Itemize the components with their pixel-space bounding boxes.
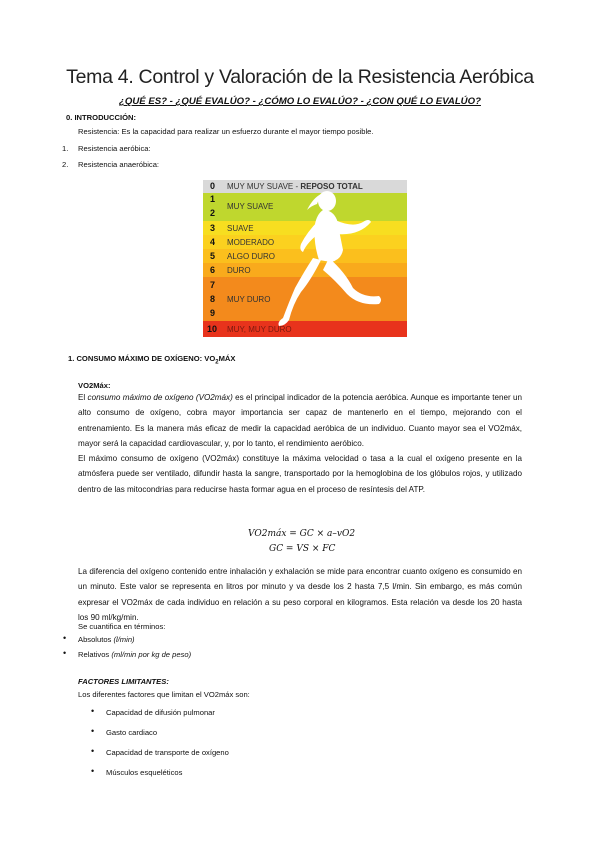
vo2max-paragraph-3: La diferencia del oxígeno contenido entre inhalación y exhalación se mide para encontrar cuanto oxígeno es consumido en un minuto. Este valor se representa en litros por minuto y va desde los 2 hasta 7,5 l/min. Sin embargo, es más común expresar el VO2máx de cada individuo en relación a su peso corporal en kilogramos. Esta relación va desde los 20 hasta los 90 ml/kg/min. xyxy=(78,567,522,623)
scale-number: 2 xyxy=(210,208,216,218)
p1-italic: consumo máximo de oxígeno (VO2máx) xyxy=(87,393,233,402)
scale-number: 4 xyxy=(210,237,216,247)
formula-vo2max: VO2máx = GC × a–vO2 xyxy=(248,529,356,539)
factors-intro: Los diferentes factores que limitan el VO2máx son: xyxy=(78,690,250,699)
scale-label: MODERADO xyxy=(227,238,275,247)
intro-item-label: Resistencia aeróbica: xyxy=(78,144,151,153)
scale-label: MUY DURO xyxy=(227,295,271,304)
term-detail: (ml/min por kg de peso) xyxy=(111,650,192,659)
scale-label-bold: REPOSO TOTAL xyxy=(300,182,363,191)
bullet-icon: • xyxy=(63,633,67,643)
scale-number: 8 xyxy=(210,294,216,304)
scale-label xyxy=(227,182,363,191)
scale-number: 0 xyxy=(210,181,216,191)
p1-start: El xyxy=(78,393,88,402)
formula-gc: GC = VS × FC xyxy=(269,544,336,554)
page-subtitle: ¿QUÉ ES? - ¿QUÉ EVALÚO? - ¿CÓMO LO EVALÚO? - ¿CON QUÉ LO EVALÚO? xyxy=(119,96,481,107)
scale-label: SUAVE xyxy=(227,224,254,233)
section1-heading xyxy=(68,354,235,366)
factors-heading: FACTORES LIMITANTES: xyxy=(78,677,169,686)
bullet-icon: • xyxy=(63,648,67,658)
page-title: Tema 4. Control y Valoración de la Resistencia Aeróbica xyxy=(66,66,534,88)
intro-item-label: Resistencia anaeróbica: xyxy=(78,160,160,169)
term-label: Absolutos xyxy=(78,635,112,644)
term-relativos xyxy=(78,650,191,659)
section1-heading-sub: 2 xyxy=(215,359,219,366)
intro-item-aerobica xyxy=(62,144,151,153)
factor-item: Capacidad de difusión pulmonar xyxy=(106,708,215,717)
section1-heading-end: MÁX xyxy=(218,354,236,363)
scale-label: MUY, MUY DURO xyxy=(227,325,292,334)
intro-item-num: 1. xyxy=(62,144,69,153)
intro-heading: 0. INTRODUCCIÓN: xyxy=(66,113,137,122)
scale-label-text: MUY MUY SUAVE - xyxy=(227,182,301,191)
term-detail: (l/min) xyxy=(113,635,135,644)
scale-number: 6 xyxy=(210,265,216,275)
term-label: Relativos xyxy=(78,650,110,659)
terms-intro: Se cuantifica en términos: xyxy=(78,622,166,631)
scale-number: 1 xyxy=(210,194,216,204)
term-absolutos xyxy=(78,635,135,644)
scale-label: MUY SUAVE xyxy=(227,202,274,211)
scale-label: DURO xyxy=(227,266,251,275)
scale-number: 3 xyxy=(210,223,216,233)
scale-number: 5 xyxy=(210,251,216,261)
bullet-icon: • xyxy=(91,746,95,756)
bullet-icon: • xyxy=(91,766,95,776)
vo2max-paragraph-1 xyxy=(78,390,522,452)
scale-number: 7 xyxy=(210,280,216,290)
vo2max-subheading: VO2Máx: xyxy=(78,381,111,390)
intro-item-num: 2. xyxy=(62,160,69,169)
vo2max-paragraph-2: El máximo consumo de oxígeno (VO2máx) constituye la máxima velocidad o tasa a la cual el oxígeno presente en la atmósfera puede ser ventilado, difundir hasta la sangre, transportado por la hemoglobina de los glóbulos rojos, y utilizado dentro de las mitocondrias para reducirse hasta formar agua en el proceso de resíntesis del ATP. xyxy=(78,454,522,494)
factor-item: Gasto cardiaco xyxy=(106,728,158,737)
scale-number: 10 xyxy=(207,324,218,334)
factor-item: Músculos esqueléticos xyxy=(106,768,183,777)
effort-scale-figure xyxy=(203,180,407,337)
intro-resistencia xyxy=(78,127,373,136)
intro-item-anaerobica xyxy=(62,160,160,169)
scale-label: ALGO DURO xyxy=(227,252,276,261)
bullet-icon: • xyxy=(91,726,95,736)
scale-number: 9 xyxy=(210,308,216,318)
bullet-icon: • xyxy=(91,706,95,716)
intro-resistencia-text: Resistencia: Es la capacidad para realizar un esfuerzo durante el mayor tiempo posible. xyxy=(78,127,374,136)
section1-heading-text: 1. CONSUMO MÁXIMO DE OXÍGENO: VO xyxy=(68,354,216,363)
p1-rest: es el principal indicador de la potencia aeróbica. Aunque es importante tener un alto consumo de oxígeno, cobra mayor importancia ser capaz de mantenerlo en el tiempo, mejorando con el entrenamiento. Es la manera más eficaz de medir la capacidad aeróbica de un individuo. Cuanto mayor sea el VO2máx, mayor será la capacidad cardiovascular, y, por lo tanto, el rendimiento aeróbico. xyxy=(78,393,522,449)
factor-item: Capacidad de transporte de oxígeno xyxy=(106,748,229,757)
